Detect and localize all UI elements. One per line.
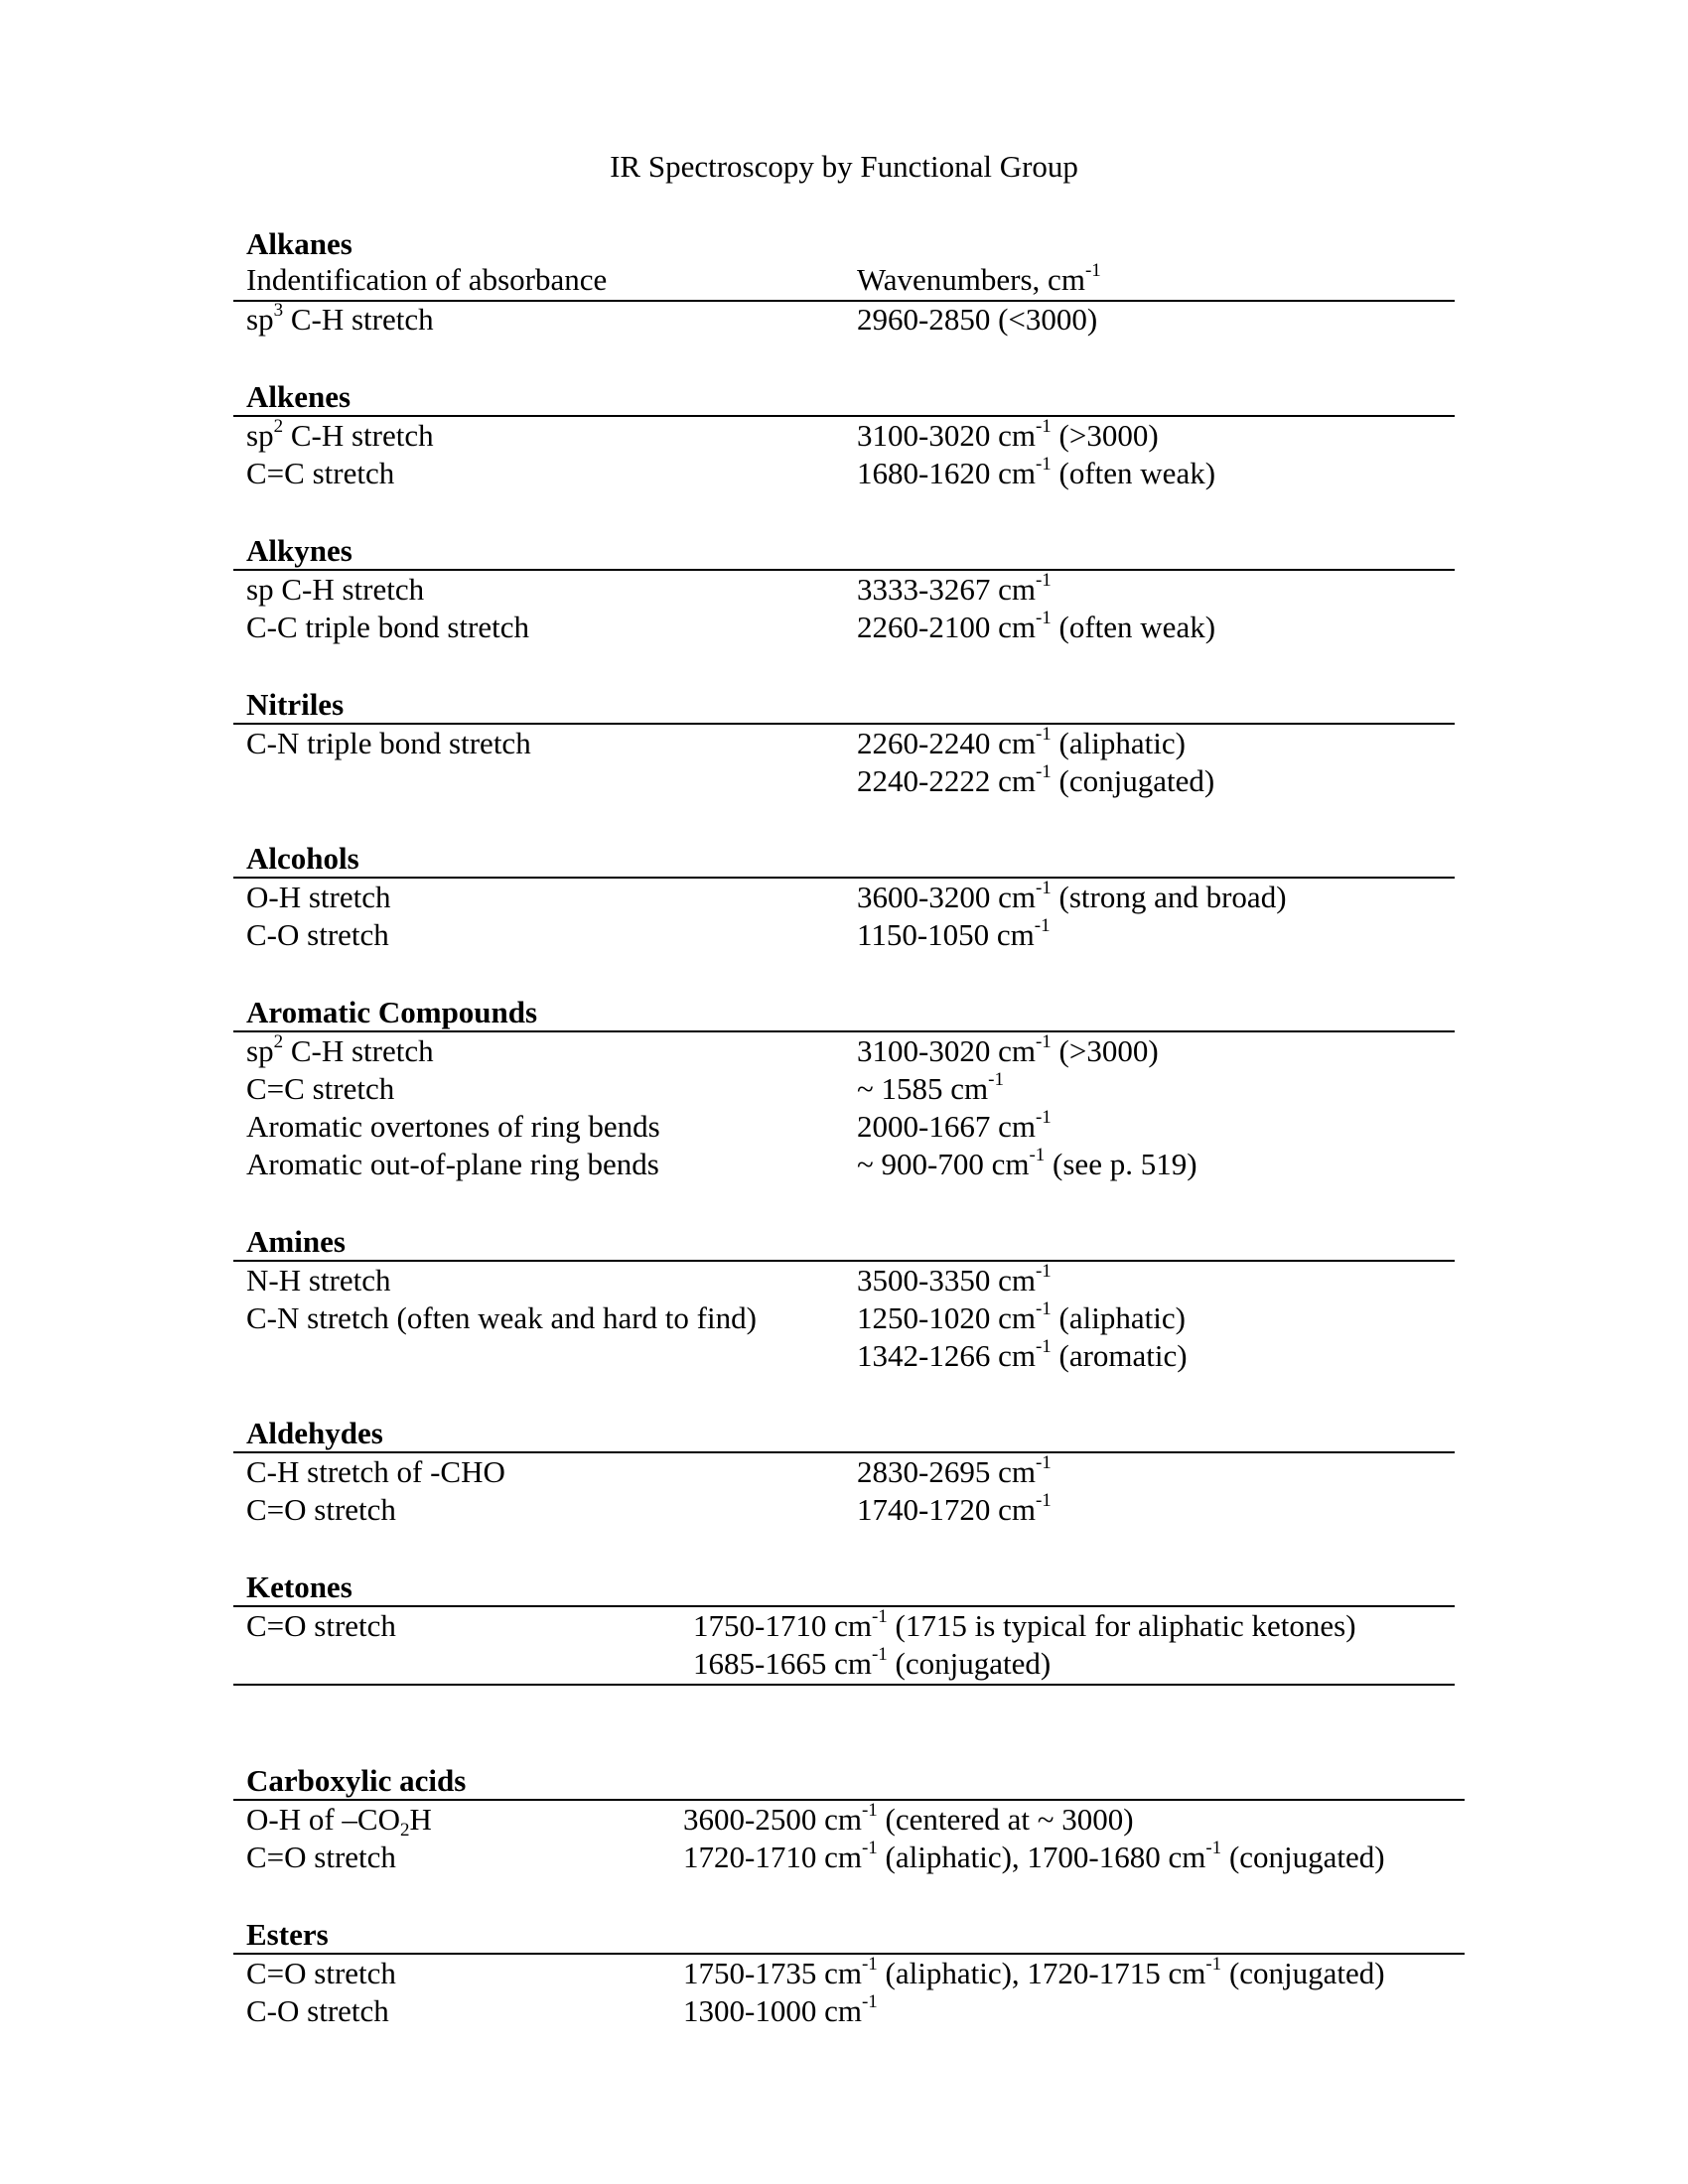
absorbance-label: C=O stretch (246, 1840, 396, 1874)
absorbance-label: C=O stretch (246, 1956, 396, 1990)
absorbance-label: Aromatic out-of-plane ring bends (246, 1147, 659, 1181)
absorbance-label: $sp^3$ C-H stretch (246, 300, 434, 337)
wavenumber-value: 1342-1266 $cm^{-1}$ (aromatic) (857, 1336, 1188, 1373)
wavenumber-value: 2960-2850 (<3000) (857, 302, 1098, 337)
wavenumber-value: 2260-2100 $cm^{-1}$ (often weak) (857, 608, 1216, 644)
wavenumber-value: 1750-1735 $cm^{-1}$ (aliphatic), 1720-1715 $cm^{-1}$ (conjugated) (683, 1954, 1385, 1990)
wavenumber-value: 1680-1620 $cm^{-1}$ (often weak) (857, 454, 1216, 490)
absorbance-label: C=O stretch (246, 1608, 396, 1643)
absorbance-label: C-H stretch of -CHO (246, 1454, 505, 1489)
absorbance-label: C-C triple bond stretch (246, 610, 529, 644)
wavenumber-value: 1300-1000 $cm^{-1}$ (683, 1991, 878, 2028)
section-heading-aromatic-compounds: Aromatic Compounds (246, 995, 538, 1029)
absorbance-label: C-N stretch (often weak and hard to find) (246, 1300, 757, 1335)
wavenumber-value: 2830-2695 $cm^{-1}$ (857, 1452, 1052, 1489)
section-heading-ketones: Ketones (246, 1570, 352, 1604)
wavenumber-value: 1750-1710 $cm^{-1}$ (1715 is typical for aliphatic ketones) (693, 1606, 1356, 1643)
absorbance-label: sp C-H stretch (246, 572, 425, 607)
wavenumber-value: 2260-2240 $cm^{-1}$ (aliphatic) (857, 724, 1186, 760)
absorbance-label: $sp^2$ C-H stretch (246, 416, 434, 453)
wavenumber-value: 1720-1710 $cm^{-1}$ (aliphatic), 1700-1680 $cm^{-1}$ (conjugated) (683, 1838, 1385, 1874)
section-rule (233, 1260, 1455, 1262)
column-header-wavenumbers: Wavenumbers, $cm^{-1}$ (857, 260, 1101, 297)
wavenumber-value: 3100-3020 $cm^{-1}$ (>3000) (857, 1031, 1159, 1068)
wavenumber-value: 1685-1665 $cm^{-1}$ (conjugated) (693, 1644, 1052, 1681)
absorbance-label: O-H stretch (246, 880, 391, 914)
wavenumber-value: 1250-1020 $cm^{-1}$ (aliphatic) (857, 1298, 1186, 1335)
wavenumber-value: 1150-1050 $cm^{-1}$ (857, 915, 1051, 952)
section-heading-carboxylic-acids: Carboxylic acids (246, 1763, 467, 1798)
absorbance-label: O-H of $-CO_2H$ (246, 1802, 432, 1841)
section-heading-alcohols: Alcohols (246, 841, 359, 876)
section-heading-alkanes: Alkanes (246, 226, 352, 261)
section-rule-bottom (233, 1684, 1455, 1686)
section-heading-nitriles: Nitriles (246, 687, 345, 722)
wavenumber-value: 3500-3350 $cm^{-1}$ (857, 1261, 1052, 1297)
section-heading-esters: Esters (246, 1917, 329, 1952)
wavenumber-value: 3600-3200 $cm^{-1}$ (strong and broad) (857, 878, 1287, 914)
section-heading-amines: Amines (246, 1224, 346, 1259)
wavenumber-value: 3333-3267 $cm^{-1}$ (857, 570, 1052, 607)
absorbance-label: C-N triple bond stretch (246, 726, 531, 760)
page-title: IR Spectroscopy by Functional Group (610, 149, 1078, 184)
absorbance-label: C=O stretch (246, 1492, 396, 1527)
absorbance-label: C-O stretch (246, 917, 389, 952)
section-heading-alkenes: Alkenes (246, 379, 352, 414)
absorbance-label: C=C stretch (246, 1071, 395, 1106)
wavenumber-value: 1740-1720 $cm^{-1}$ (857, 1490, 1052, 1527)
wavenumber-value: ~ 1585 $cm^{-1}$ (857, 1069, 1004, 1106)
column-header-identification: Indentification of absorbance (246, 262, 608, 297)
absorbance-label: C=C stretch (246, 456, 395, 490)
absorbance-label: Aromatic overtones of ring bends (246, 1109, 660, 1144)
absorbance-label: C-O stretch (246, 1993, 389, 2028)
wavenumber-value: 2000-1667 $cm^{-1}$ (857, 1107, 1052, 1144)
section-heading-alkynes: Alkynes (246, 533, 352, 568)
absorbance-label: $sp^2$ C-H stretch (246, 1031, 434, 1068)
wavenumber-value: 3600-2500 $cm^{-1}$ (centered at ~ 3000) (683, 1800, 1134, 1837)
wavenumber-value: 2240-2222 $cm^{-1}$ (conjugated) (857, 761, 1215, 798)
absorbance-label: N-H stretch (246, 1263, 391, 1297)
wavenumber-value: 3100-3020 $cm^{-1}$ (>3000) (857, 416, 1159, 453)
wavenumber-value: ~ 900-700 $cm^{-1}$ (see p. 519) (857, 1145, 1197, 1181)
section-heading-aldehydes: Aldehydes (246, 1416, 383, 1450)
